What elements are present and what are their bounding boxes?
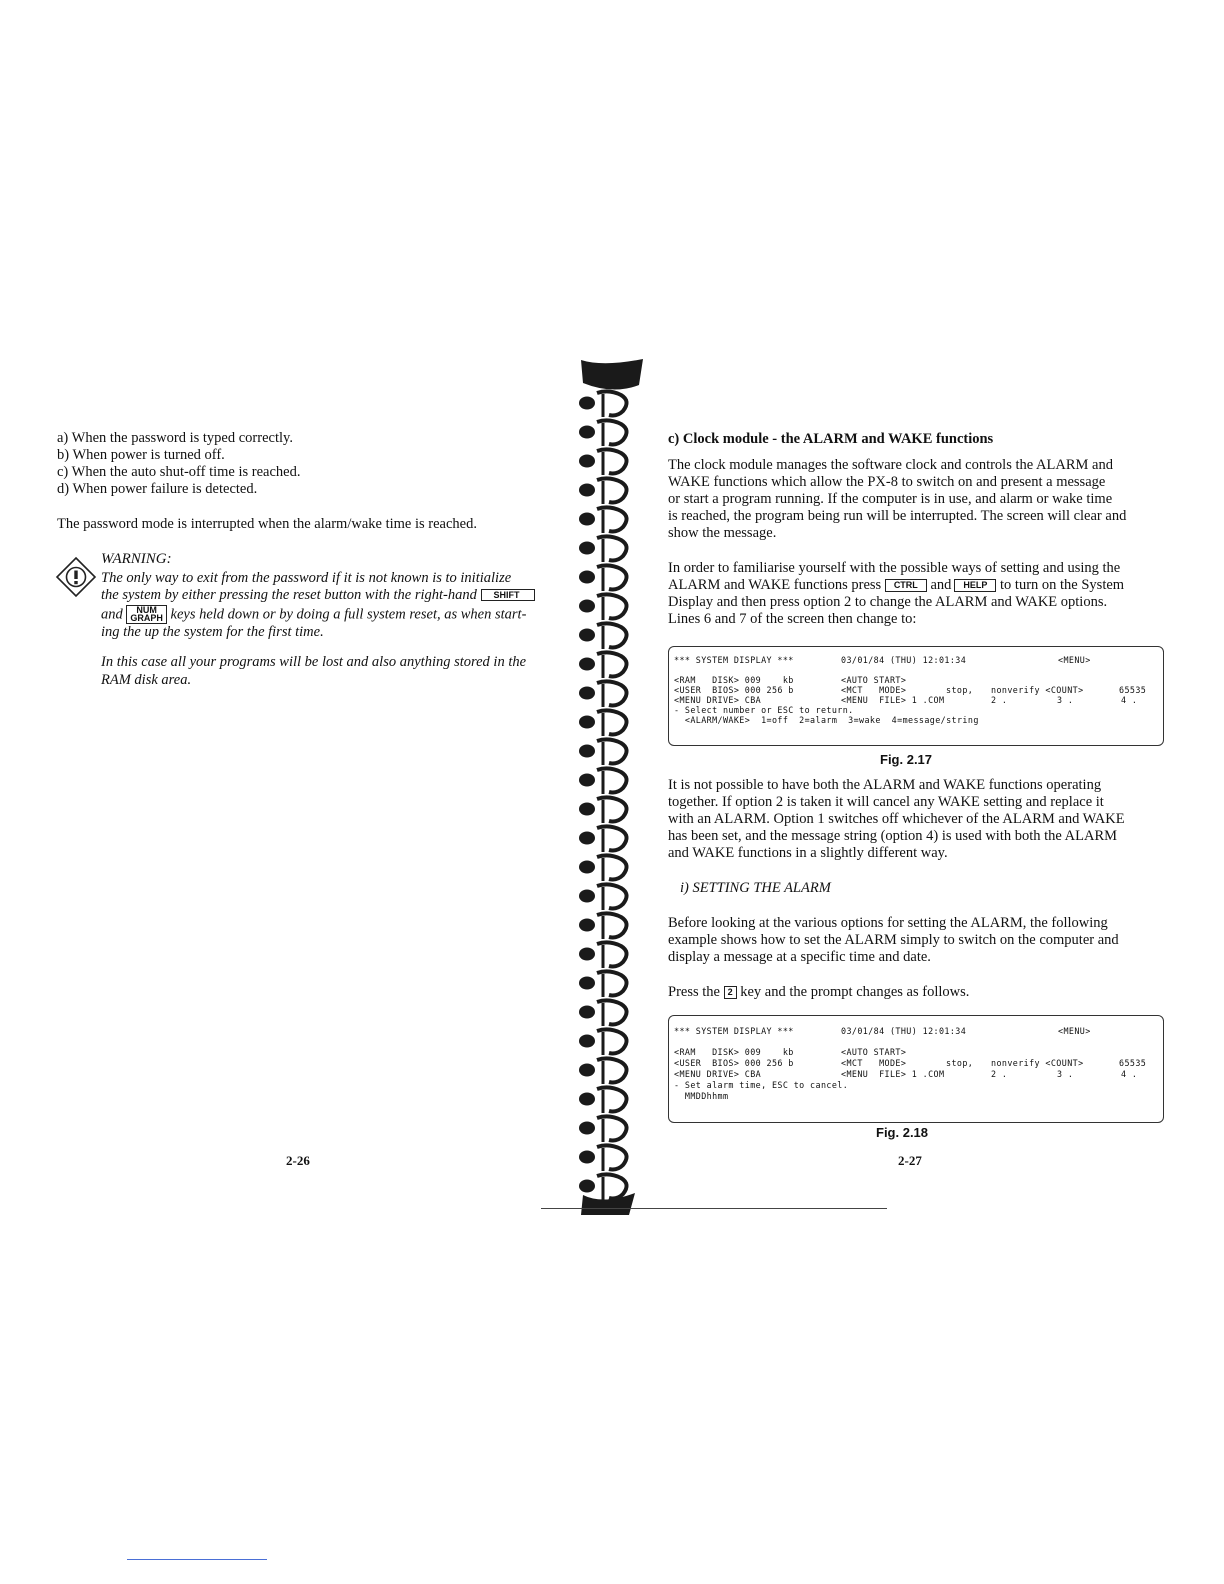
warning-text: keys held down or by doing a full system reset, as when start- [170, 606, 527, 623]
screen-prompt: - Select number or ESC to return. [674, 705, 854, 715]
system-display-screen-1 [668, 646, 1164, 746]
divider-line [127, 1559, 267, 1560]
screen-cell: stop, [946, 1058, 974, 1068]
text-line: WAKE functions which allow the PX-8 to switch on and present a message [668, 474, 1106, 491]
section-heading: c) Clock module - the ALARM and WAKE functions [668, 431, 994, 447]
warning-line: The only way to exit from the password if it is not known is to initialize [101, 569, 512, 586]
warning-text: and [101, 606, 123, 623]
text-line: together. If option 2 is taken it will cancel any WAKE setting and replace it [668, 794, 1104, 811]
help-key: HELP [954, 579, 996, 592]
screen-title: *** SYSTEM DISPLAY *** [674, 1026, 794, 1036]
screen-options: MMDDhhmm [674, 1091, 729, 1101]
screen-cell: 65535 [1119, 685, 1147, 695]
text-line: Before looking at the various options for setting the ALARM, the following [668, 915, 1108, 931]
list-item: d) When power failure is detected. [57, 481, 258, 497]
figure-caption-1: Fig. 2.17 [880, 752, 933, 767]
warning-icon [55, 556, 97, 598]
text-line: Lines 6 and 7 of the screen then change to: [668, 611, 917, 628]
list-item: c) When the auto shut-off time is reached. [57, 464, 301, 480]
screen-cell: nonverify <COUNT> [991, 685, 1084, 695]
alarm-wake-paragraph [668, 777, 1158, 862]
subsection-heading: i) SETTING THE ALARM [680, 880, 831, 896]
screen-cell: <AUTO START> [841, 1047, 907, 1057]
figure-caption-2: Fig. 2.18 [876, 1125, 929, 1140]
warning-line: In this case all your programs will be lost and also anything stored in the [101, 654, 527, 670]
familiarise-paragraph [668, 560, 1158, 628]
binding-baseline [541, 1208, 887, 1209]
screen-cell: <MENU FILE> 1 .COM [841, 695, 945, 705]
screen-date: 03/01/84 (THU) 12:01:34 [841, 655, 967, 665]
list-item: a) When the password is typed correctly. [57, 430, 293, 446]
screen-cell: 4 . [1121, 1069, 1138, 1079]
key-2: 2 [724, 986, 737, 999]
list-item: b) When power is turned off. [57, 447, 225, 463]
interrupt-paragraph: The password mode is interrupted when the alarm/wake time is reached. [57, 516, 477, 532]
text-line: Display and then press option 2 to change the ALARM and WAKE options. [668, 594, 1108, 611]
text-line: It is not possible to have both the ALARM and WAKE functions operating [668, 777, 1102, 793]
text-line: example shows how to set the ALARM simply to switch on the computer and [668, 932, 1119, 949]
screen-title: *** SYSTEM DISPLAY *** [674, 655, 794, 665]
screen-menu: <MENU> [1058, 1026, 1091, 1036]
screen-menu: <MENU> [1058, 655, 1091, 665]
text-fragment: ALARM and WAKE functions press [668, 577, 882, 594]
text-line: or start a program running. If the computer is in use, and alarm or wake time [668, 491, 1113, 508]
screen-cell: 4 . [1121, 695, 1138, 705]
screen-cell: <USER BIOS> 000 256 b [674, 685, 794, 695]
screen-cell: stop, [946, 685, 974, 695]
warning-block [101, 551, 549, 641]
warning-line: ing the up the system for the first time. [101, 623, 324, 640]
text-line: In order to familiarise yourself with the possible ways of setting and using the [668, 560, 1121, 576]
text-fragment: key and the prompt changes as follows. [740, 984, 970, 1000]
system-display-screen-2 [668, 1015, 1164, 1123]
screen-cell: <AUTO START> [841, 675, 907, 685]
screen-cell: <MCT MODE> [841, 685, 907, 695]
screen-date: 03/01/84 (THU) 12:01:34 [841, 1026, 967, 1036]
text-fragment: to turn on the System [1000, 577, 1125, 594]
screen-cell: 65535 [1119, 1058, 1147, 1068]
screen-cell: 3 . [1057, 1069, 1074, 1079]
clock-module-paragraph [668, 457, 1158, 542]
text-line: display a message at a specific time and date. [668, 949, 931, 966]
screen-cell: 2 . [991, 1069, 1008, 1079]
page-number-left: 2-26 [286, 1153, 310, 1168]
warning-text: the system by either pressing the reset button with the right-hand [101, 587, 477, 604]
text-line: The clock module manages the software clock and controls the ALARM and [668, 457, 1113, 473]
screen-options: <ALARM/WAKE> 1=off 2=alarm 3=wake 4=message/string [674, 715, 979, 725]
num-key-label: NUM [136, 604, 157, 615]
screen-cell: 3 . [1057, 695, 1074, 705]
text-line [668, 577, 1158, 594]
text-line: and WAKE functions in a slightly different way. [668, 845, 948, 862]
screen-cell: nonverify <COUNT> [991, 1058, 1084, 1068]
graph-key-label: GRAPH [130, 613, 163, 624]
screen-cell: 2 . [991, 695, 1008, 705]
screen-cell: <USER BIOS> 000 256 b [674, 1058, 794, 1068]
shift-key: SHIFT [481, 589, 535, 601]
screen-cell: <MCT MODE> [841, 1058, 907, 1068]
text-line: is reached, the program being run will be interrupted. The screen will clear and [668, 508, 1127, 525]
screen-cell: <MENU FILE> 1 .COM [841, 1069, 945, 1079]
warning-line [101, 587, 549, 605]
setting-alarm-paragraph [668, 915, 1158, 966]
text-line: has been set, and the message string (option 4) is used with both the ALARM [668, 828, 1118, 845]
text-fragment: Press the [668, 984, 720, 1000]
warning-line [101, 605, 549, 624]
text-line [668, 984, 1158, 1001]
text-fragment: and [930, 577, 952, 594]
ctrl-key: CTRL [885, 579, 927, 592]
page-number-right: 2-27 [898, 1153, 922, 1168]
text-line: show the message. [668, 525, 777, 542]
warning-title: WARNING: [101, 551, 172, 567]
screen-prompt: - Set alarm time, ESC to cancel. [674, 1080, 849, 1090]
press-key-paragraph [668, 984, 1158, 1001]
condition-list [57, 430, 300, 498]
warning-line: RAM disk area. [101, 671, 192, 688]
warning-paragraph-2 [101, 654, 549, 689]
screen-cell: <MENU DRIVE> CBA [674, 695, 762, 705]
screen-cell: <MENU DRIVE> CBA [674, 1069, 762, 1079]
num-graph-key [126, 605, 167, 624]
screen-cell: <RAM DISK> 009 kb [674, 1047, 794, 1057]
text-line: with an ALARM. Option 1 switches off whichever of the ALARM and WAKE [668, 811, 1125, 828]
spiral-binding-image [543, 355, 653, 1215]
screen-cell: <RAM DISK> 009 kb [674, 675, 794, 685]
